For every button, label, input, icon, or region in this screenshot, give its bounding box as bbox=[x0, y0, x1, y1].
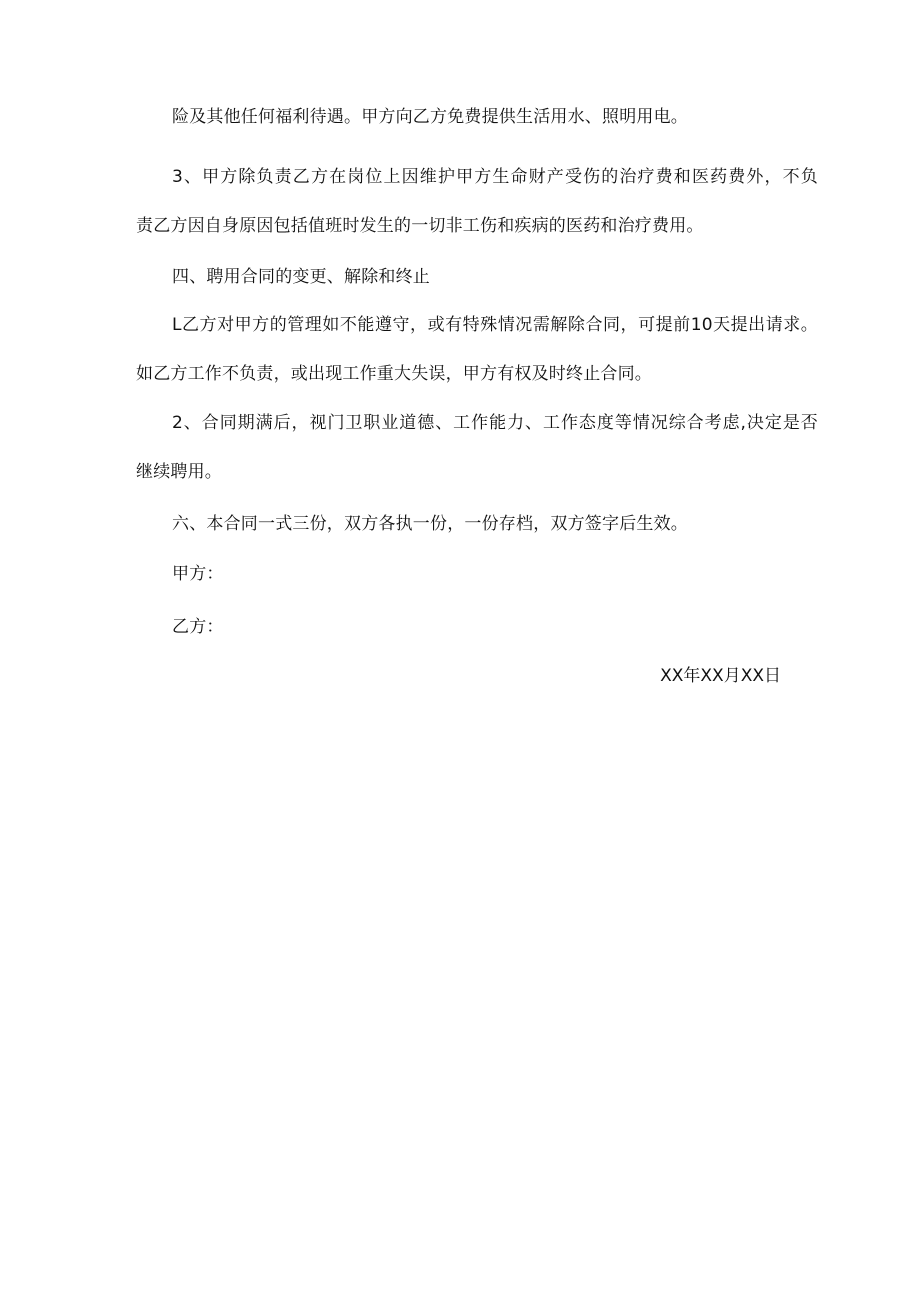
section-6-line: 六、本合同一式三份，双方各执一份，一份存档，双方签字后生效。 bbox=[172, 514, 688, 534]
clause-3-line-1: 3、甲方除负责乙方在岗位上因维护甲方生命财产受伤的治疗费和医药费外，不负 bbox=[172, 167, 818, 187]
welfare-line: 险及其他任何福利待遇。甲方向乙方免费提供生活用水、照明用电。 bbox=[172, 107, 688, 127]
party-a-signature-label: 甲方： bbox=[172, 564, 224, 584]
clause-3-line-2: 责乙方因自身原因包括值班时发生的一切非工伤和疾病的医药和治疗费用。 bbox=[136, 216, 704, 236]
party-b-signature-label: 乙方： bbox=[172, 617, 224, 637]
clause-2-line-1: 2、合同期满后，视门卫职业道德、工作能力、工作态度等情况综合考虑,决定是否 bbox=[172, 413, 818, 433]
section-4-heading: 四、聘用合同的变更、解除和终止 bbox=[172, 267, 430, 287]
clause-2-line-2: 继续聘用。 bbox=[136, 462, 222, 482]
clause-1-line-1: L乙方对甲方的管理如不能遵守，或有特殊情况需解除合同，可提前10天提出请求。 bbox=[172, 315, 818, 335]
clause-1-line-2: 如乙方工作不负责，或出现工作重大失误，甲方有权及时终止合同。 bbox=[136, 364, 652, 384]
signature-date: XX年XX月XX日 bbox=[660, 666, 781, 686]
